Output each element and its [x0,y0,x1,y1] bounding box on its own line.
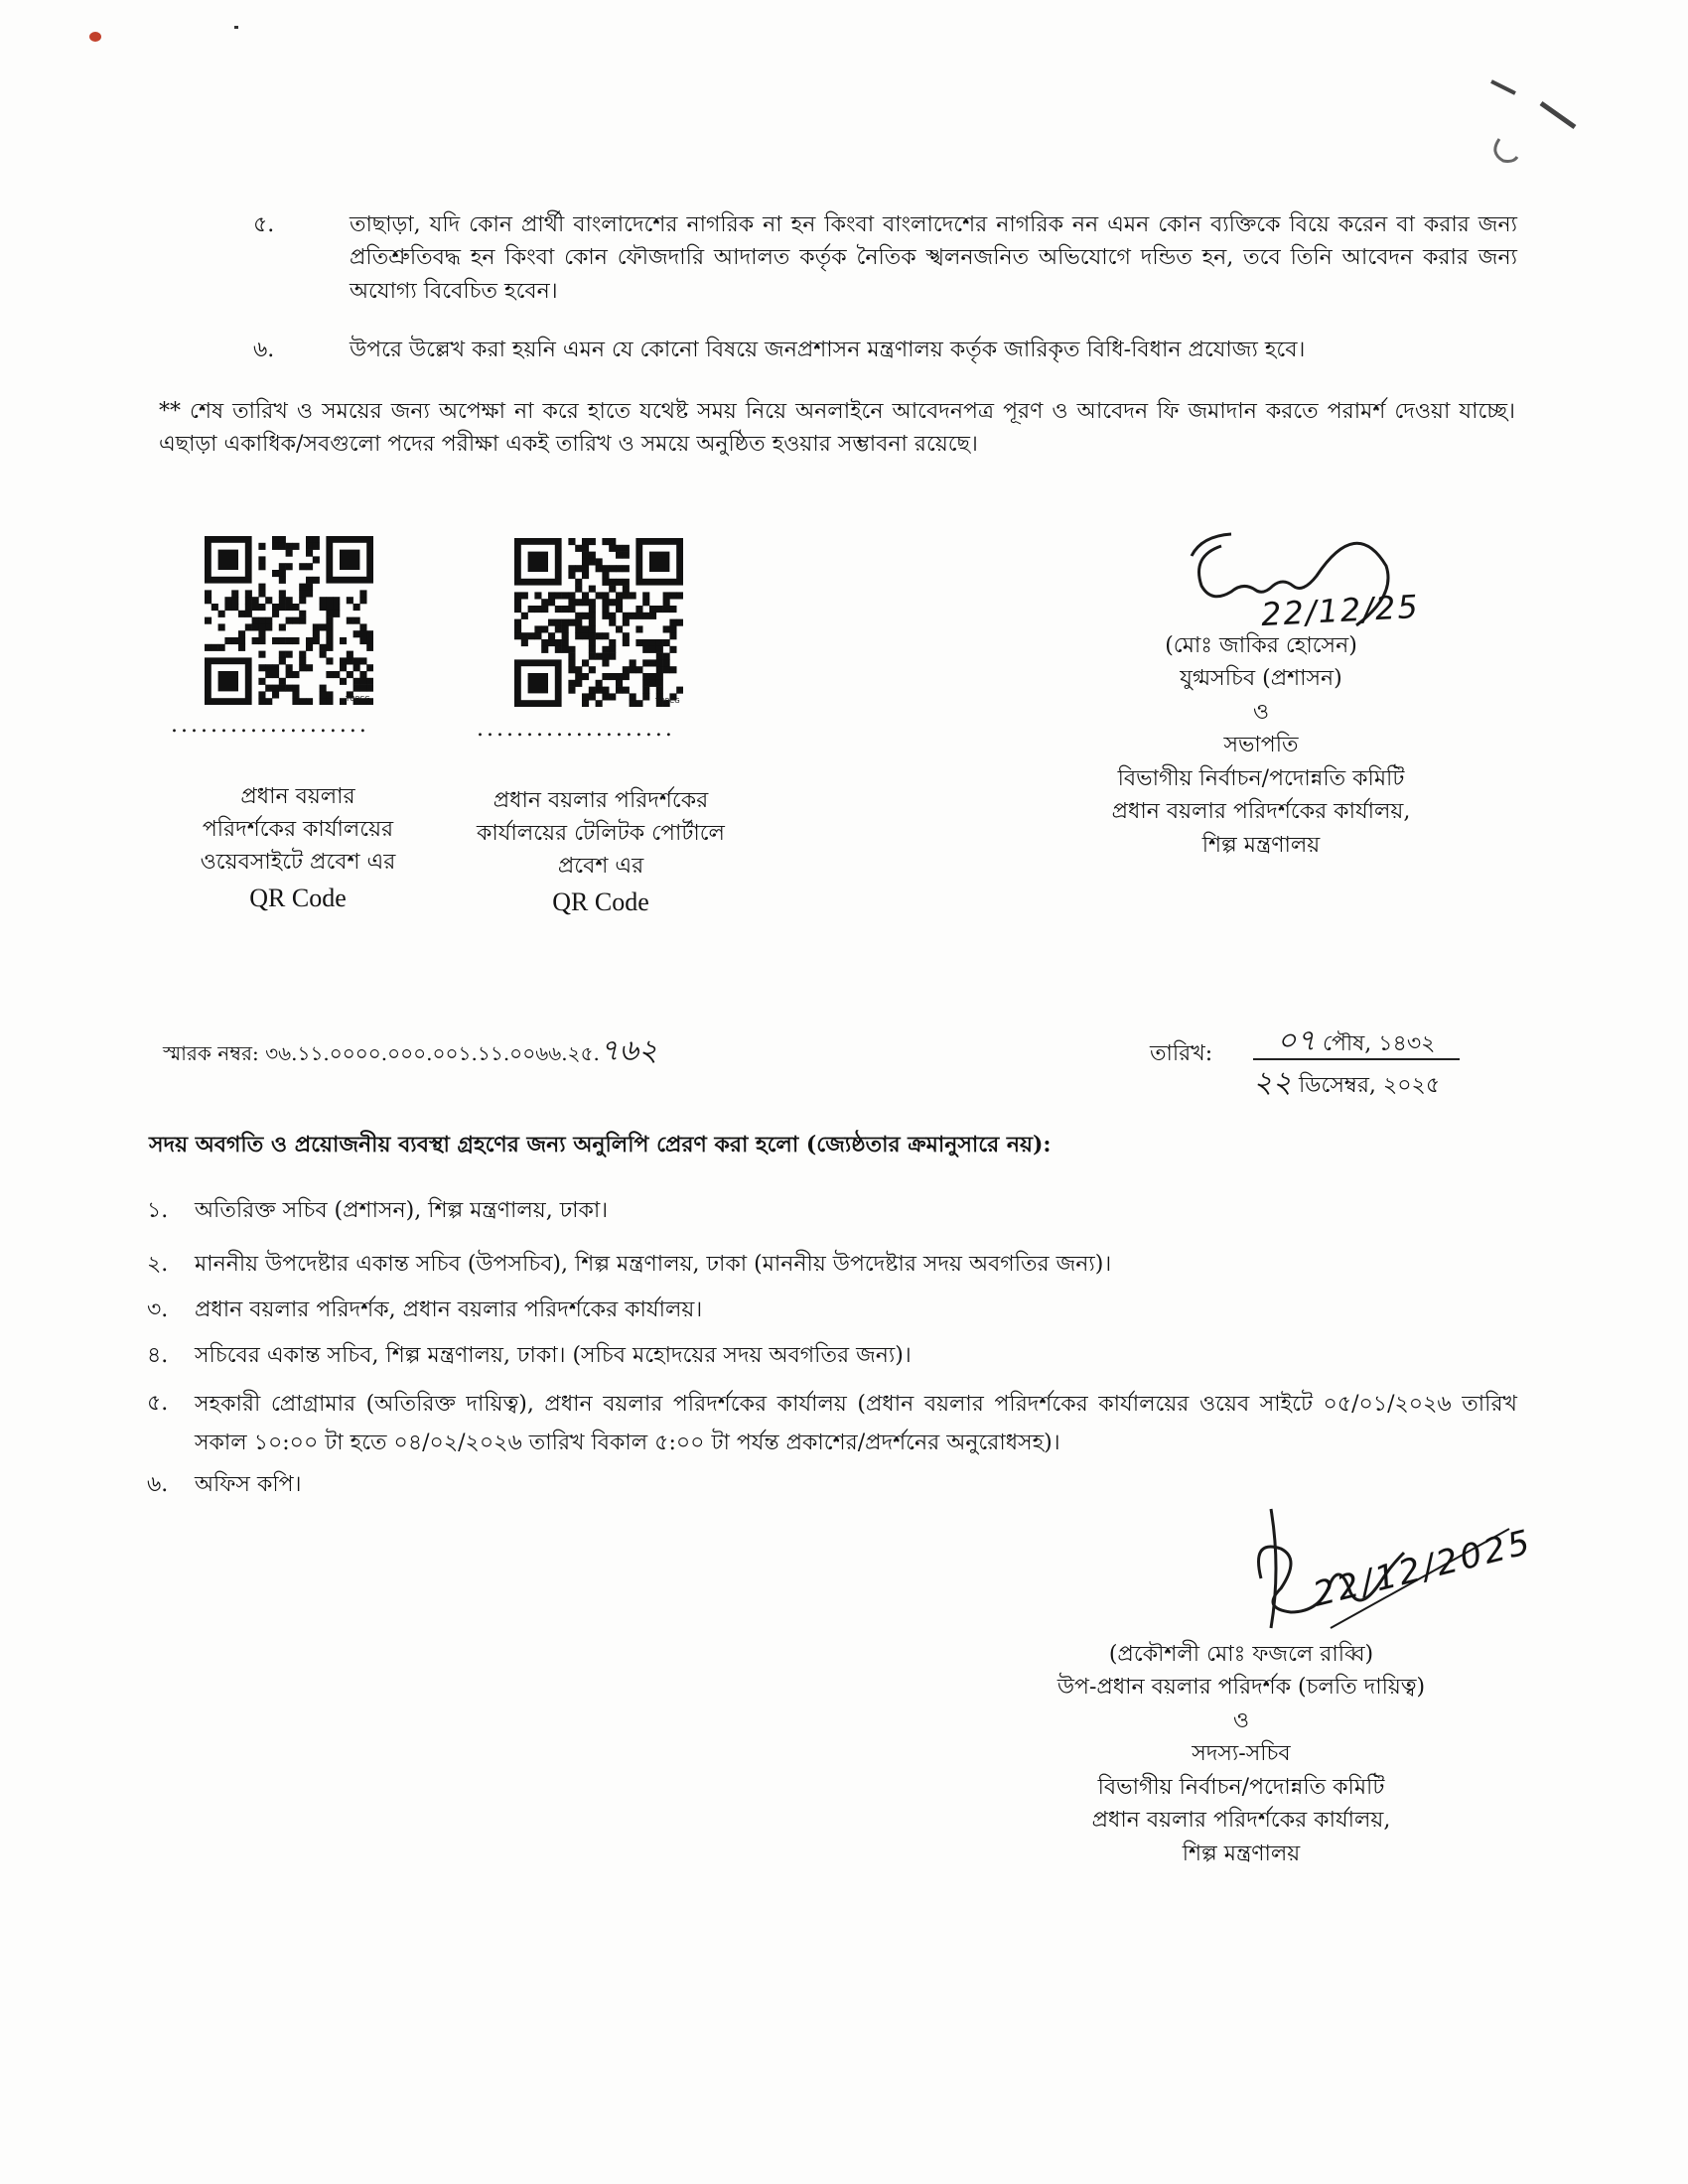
condition-number: ৬. [253,338,275,362]
distribution-heading: সদয় অবগতি ও প্রয়োজনীয় ব্যবস্থা গ্রহণের জন্য অনুলিপি প্রেরণ করা হলো (জ্যেষ্ঠতার ক্রমানুসারে নয়): [149,1132,1052,1158]
note-paragraph: ** শেষ তারিখ ও সময়ের জন্য অপেক্ষা না করে হাতে যথেষ্ট সময় নিয়ে অনলাইনে আবেদনপত্র পূরণ ও আবেদন ফি জমাদান করতে পরামর্শ দেওয়া যাচ্ছে। এছাড়া একাধিক/সবগুলো পদের পরীক্ষা একই তারিখ ও সময়ে অনুষ্ঠিত হওয়ার সম্ভাবনা রয়েছে। [159,399,1515,458]
condition-text: তাছাড়া, যদি কোন প্রার্থী বাংলাদেশের নাগরিক না হন কিংবা বাংলাদেশের নাগরিক নন এমন কোন ব্যক্তিকে বিয়ে করেন বা করার জন্য প্রতিশ্রুতিবদ্ধ হন কিংবা কোন ফৌজদারি আদালত কর্তৃক নৈতিক স্খলনজনিত অভিযোগে দন্ডিত হন, তবে তিনি আবেদন করার জন্য অযোগ্য বিবেচিত হবেন। [350,212,1517,304]
qr-code-image[interactable] [205,536,373,705]
list-item: ৩. প্রধান বয়লার পরিদর্শক, প্রধান বয়লার পরিদর্শকের কার্যালয়। [147,1297,703,1322]
list-item: ১. অতিরিক্ত সচিব (প্রশাসন), শিল্প মন্ত্রণালয়, ঢাকা। [147,1198,609,1223]
memo-number [163,1026,657,1077]
signatory-details: (প্রকৌশলী মোঃ ফজলে রাব্বি) উপ-প্রধান বয়লার পরিদর্শক (চলতি দায়িত্ব) ও সদস্য-সচিব বিভাগীয় নির্বাচন/পদোন্নতি কমিটি প্রধান বয়লার পরিদর্শকের কার্যালয়, শিল্প মন্ত্রণালয় [1056,1642,1426,1866]
memo-number-handwritten: ৭৬২ [599,1033,658,1068]
list-item: ৬. অফিস কপি। [147,1472,302,1497]
scan-marks [1479,60,1589,179]
date-label: তারিখ: [1150,1041,1213,1066]
date-bangla-day-handwritten: ০৭ [1277,1024,1317,1058]
scan-speck [89,32,101,42]
condition-text: উপরে উল্লেখ করা হয়নি এমন যে কোনো বিষয়ে জনপ্রশাসন মন্ত্রণালয় কর্তৃক জারিকৃত বিধি-বিধান প্রযোজ্য হবে। [350,338,1306,362]
scan-speck [234,26,238,29]
memo-number-value: ৩৬.১১.০০০০.০০০.০০১.১১.০০৬৬.২৫. [265,1041,600,1065]
handwritten-signature-date: 22/12/25 [1260,587,1421,634]
date-english-text: ডিসেম্বর, ২০২৫ [1299,1073,1441,1098]
qr-code-image[interactable] [514,538,683,707]
list-item: ৪. সচিবের একান্ত সচিব, শিল্প মন্ত্রণালয়, ঢাকা। (সচিব মহোদয়ের সদয় অবগতির জন্য)। [147,1343,912,1368]
handwritten-signature-date: 22/12/2025 [1309,1522,1537,1615]
qr-brand: TORCG [346,695,370,703]
signatory-details: (মোঃ জাকির হোসেন) যুগ্মসচিব (প্রশাসন) ও সভাপতি বিভাগীয় নির্বাচন/পদোন্নতি কমিটি প্রধান বয়লার পরিদর্শকের কার্যালয়, শিল্প মন্ত্রণালয় [1111,633,1411,858]
list-item: ২. মাননীয় উপদেষ্টার একান্ত সচিব (উপসচিব), শিল্প মন্ত্রণালয়, ঢাকা (মাননীয় উপদেষ্টার সদয় অবগতির জন্য)। [147,1252,1112,1277]
date-bangla-text: পৌষ, ১৪৩২ [1323,1031,1436,1056]
memo-number-label: স্মারক নম্বর: [163,1041,259,1065]
date-english-day-handwritten: ২২ [1253,1065,1293,1100]
qr-dotted-line: .................... [477,717,675,742]
qr-label: প্রধান বয়লার পরিদর্শকের কার্যালয়ের টেলিটক পোর্টালে প্রবেশ এর QR Code [477,788,725,916]
qr-dotted-line: .................... [171,713,369,738]
list-item: ৫. সহকারী প্রোগ্রামার (অতিরিক্ত দায়িত্ব), প্রধান বয়লার পরিদর্শকের কার্যালয় (প্রধান বয়লার পরিদর্শকের কার্যালয়ের ওয়েব সাইটে ০৫/০১/২০২৬ তারিখ সকাল ১০:০০ টা হতে ০৪/০২/২০২৬ তারিখ বিকাল ৫:০০ টা পর্যন্ত প্রকাশের/প্রদর্শনের অনুরোধসহ)। [147,1391,1517,1455]
date-english [1253,1058,1440,1109]
condition-number: ৫. [253,212,275,237]
qr-brand: TORCG [655,697,680,705]
qr-label: প্রধান বয়লার পরিদর্শকের কার্যালয়ের ওয়েবসাইটে প্রবেশ এর QR Code [200,784,396,912]
